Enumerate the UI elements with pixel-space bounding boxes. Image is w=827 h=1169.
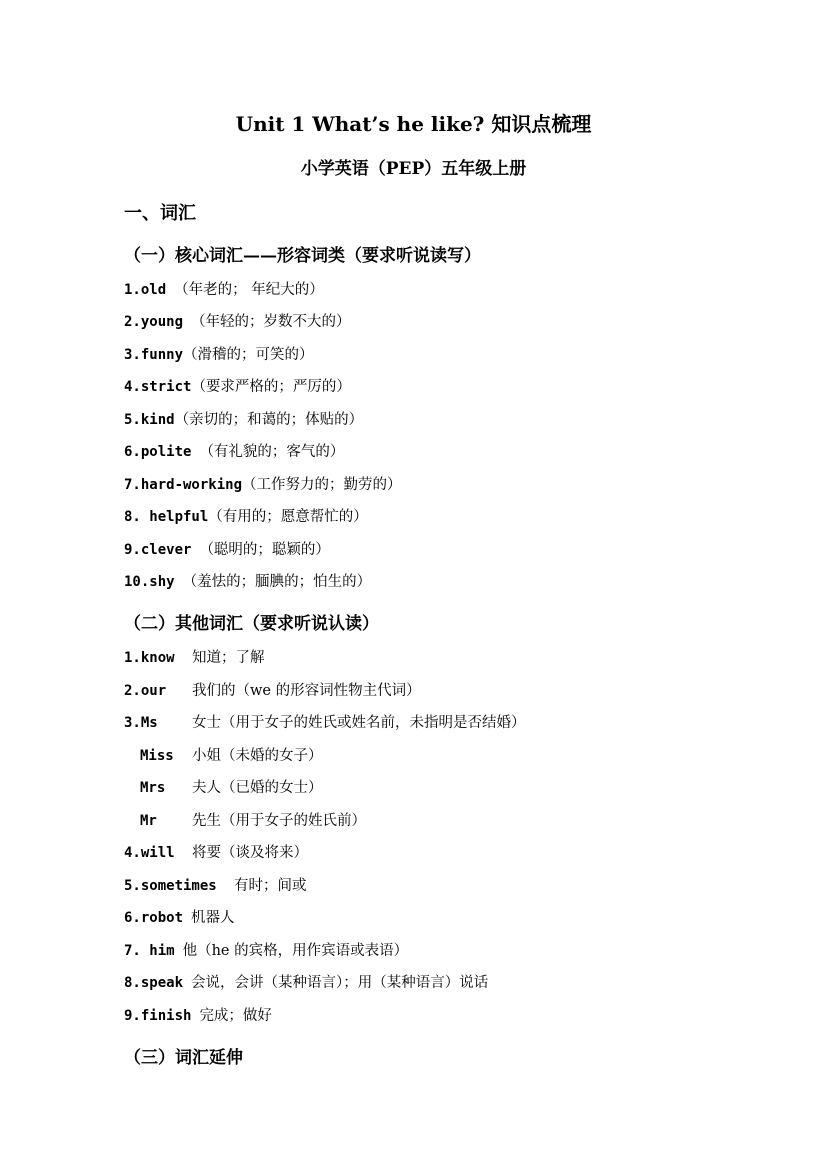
other-word-item	[124, 811, 366, 831]
other-word-item	[124, 843, 308, 863]
core-word-meaning: （年轻的；岁数不大的）	[191, 314, 351, 330]
other-word: 4.will	[124, 845, 175, 861]
core-word-meaning: （聪明的；聪颖的）	[199, 542, 330, 558]
subsection-heading-vocab-extension: （三）词汇延伸	[124, 1048, 243, 1068]
subsection-heading-other-words: （二）其他词汇（要求听说认读）	[124, 614, 379, 634]
other-word-meaning: 会说，会讲（某种语言）；用（某种语言）说话	[191, 975, 489, 991]
other-word-meaning: 我们的（we 的形容词性物主代词）	[192, 683, 421, 699]
core-word-item	[124, 442, 344, 462]
other-word-meaning: 先生（用于女子的姓氏前）	[192, 813, 366, 829]
other-word-meaning: 夫人（已婚的女士）	[192, 780, 323, 796]
core-word: 10.shy	[124, 574, 175, 590]
other-word: Mr	[140, 813, 157, 829]
core-word: 5.kind	[124, 412, 175, 428]
other-word: 9.finish	[124, 1008, 192, 1024]
core-word-meaning: （亲切的；和蔼的；体贴的）	[174, 412, 364, 428]
other-word-item	[124, 973, 488, 993]
other-word: 5.sometimes	[124, 878, 217, 894]
core-word-item	[124, 345, 314, 365]
other-word-meaning: 完成；做好	[199, 1008, 272, 1024]
other-word-item	[124, 746, 323, 766]
other-word-item	[124, 1006, 272, 1026]
other-word-meaning: 机器人	[191, 910, 235, 926]
core-word: 3.funny	[124, 347, 184, 363]
other-word-meaning: 小姐（未婚的女子）	[192, 748, 323, 764]
other-word-meaning: 有时；间或	[234, 878, 307, 894]
other-word-item	[124, 778, 323, 798]
core-word-item	[124, 507, 368, 527]
core-word: 1.old	[124, 282, 167, 298]
section-heading-vocabulary: 一、词汇	[124, 203, 196, 224]
core-word: 9.clever	[124, 542, 192, 558]
core-word-item	[124, 572, 371, 592]
core-word: 2.young	[124, 314, 184, 330]
other-word-item	[124, 681, 421, 701]
other-word-item	[124, 713, 526, 733]
core-word-meaning: （工作努力的；勤劳的）	[242, 477, 402, 493]
core-word-item	[124, 312, 351, 332]
core-word-item	[124, 475, 402, 495]
other-word: 8.speak	[124, 975, 184, 991]
core-word-meaning: （滑稽的；可笑的）	[183, 347, 314, 363]
core-word-item	[124, 280, 324, 300]
other-word: 7. him	[124, 943, 175, 959]
core-word-item	[124, 377, 351, 397]
core-word-meaning: （羞怯的；腼腆的；怕生的）	[182, 574, 372, 590]
other-word: 3.Ms	[124, 715, 158, 731]
core-word-meaning: （要求严格的；严厉的）	[191, 379, 351, 395]
other-word-item	[124, 941, 408, 961]
subsection-heading-core-words: （一）核心词汇——形容词类（要求听说读写）	[124, 246, 481, 266]
core-word-meaning: （有用的；愿意帮忙的）	[208, 509, 368, 525]
other-word-item	[124, 908, 235, 928]
other-word: 2.our	[124, 683, 167, 699]
core-word-meaning: （有礼貌的；客气的）	[199, 444, 345, 460]
other-word: Mrs	[140, 780, 166, 796]
other-word-meaning: 将要（谈及将来）	[192, 845, 308, 861]
other-word-meaning: 他（he 的宾格，用作宾语或表语）	[182, 943, 409, 959]
core-word-meaning: （年老的； 年纪大的）	[174, 282, 324, 298]
other-word: 6.robot	[124, 910, 184, 926]
core-word: 8. helpful	[124, 509, 209, 525]
core-word-item	[124, 410, 363, 430]
document-subtitle: 小学英语（PEP）五年级上册	[300, 159, 527, 179]
other-word-item	[124, 648, 265, 668]
document-title: Unit 1 What’s he like? 知识点梳理	[235, 112, 592, 136]
other-word-meaning: 知道；了解	[192, 650, 265, 666]
other-word: Miss	[140, 748, 174, 764]
other-word-item	[124, 876, 307, 896]
core-word: 7.hard-working	[124, 477, 243, 493]
core-word: 6.polite	[124, 444, 192, 460]
core-word: 4.strict	[124, 379, 192, 395]
other-word: 1.know	[124, 650, 175, 666]
other-word-meaning: 女士（用于女子的姓氏或姓名前，未指明是否结婚）	[192, 715, 526, 731]
core-word-item	[124, 540, 330, 560]
